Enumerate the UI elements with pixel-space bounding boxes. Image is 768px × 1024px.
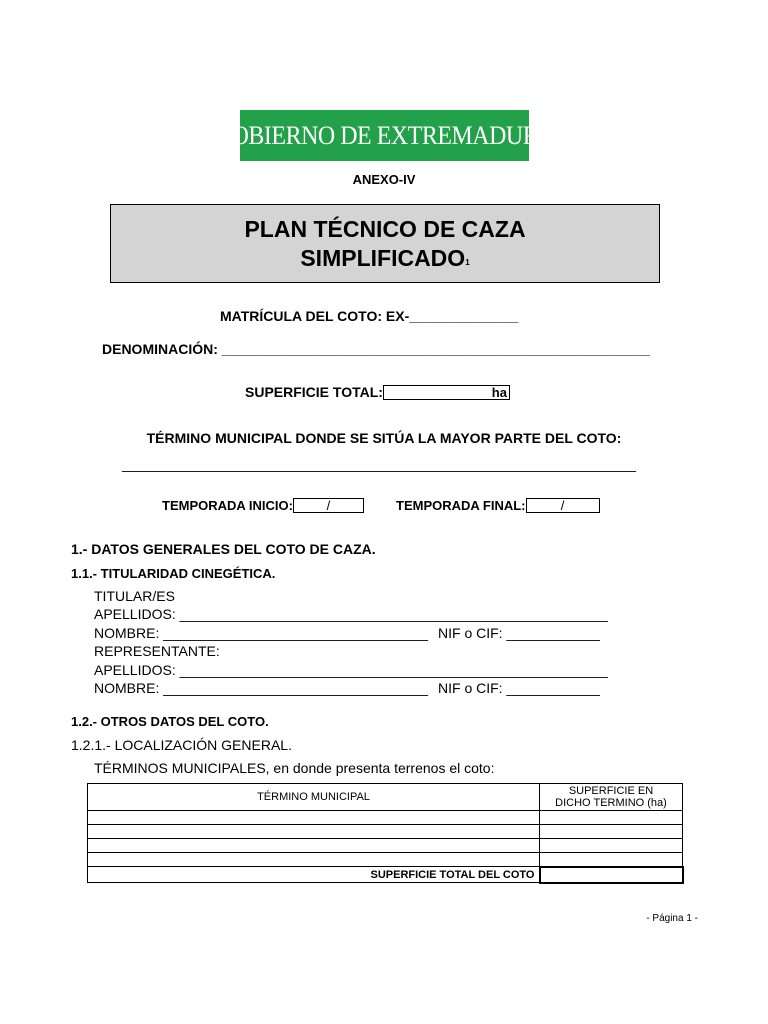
title-line-2: [300, 244, 469, 273]
denominacion-blank[interactable]: _______________________________________________________: [221, 341, 651, 357]
termino-cell[interactable]: [88, 825, 540, 839]
matricula-blank[interactable]: ______________: [409, 308, 519, 324]
superficie-cell[interactable]: [540, 811, 683, 825]
temporada-final-field: [396, 498, 600, 514]
matricula-label: MATRÍCULA DEL COTO: EX-: [220, 308, 410, 324]
matricula-field: [220, 308, 518, 324]
denominacion-label: DENOMINACIÓN:: [102, 341, 218, 357]
termino-cell[interactable]: [88, 811, 540, 825]
denominacion-field: [102, 341, 650, 357]
representante-nombre-field[interactable]: NOMBRE: __________________________________: [94, 680, 428, 696]
total-superficie-cell[interactable]: [540, 867, 683, 883]
titular-apellidos-field[interactable]: APELLIDOS: _______________________________________________________: [94, 606, 608, 622]
representante-nif-field[interactable]: NIF o CIF: ____________: [438, 680, 600, 696]
gobierno-extremadura-logo: [214, 110, 555, 161]
titular-nif-field[interactable]: NIF o CIF: ____________: [438, 625, 600, 641]
logo-text: GOBIERNO DE EXTREMADURA: [214, 120, 555, 150]
section-1-2-1-heading: 1.2.1.- LOCALIZACIÓN GENERAL.: [71, 737, 292, 753]
superficie-cell[interactable]: [540, 839, 683, 853]
total-label-cell: SUPERFICIE TOTAL DEL COTO: [88, 867, 540, 883]
title-line-1: PLAN TÉCNICO DE CAZA: [244, 215, 526, 242]
superficie-label: SUPERFICIE TOTAL:: [245, 384, 383, 400]
table-row: [88, 839, 683, 853]
termino-cell[interactable]: [88, 853, 540, 867]
titular-label: TITULAR/ES: [94, 588, 175, 604]
superficie-input-box[interactable]: [383, 385, 510, 400]
header-superficie-line1: SUPERFICIE EN: [568, 785, 654, 797]
temporada-final-sep: /: [560, 498, 565, 514]
document-title-box: [110, 204, 660, 283]
superficie-unit: ha: [491, 384, 507, 400]
termino-cell[interactable]: [88, 839, 540, 853]
page-number: - Página 1 -: [646, 913, 698, 924]
representante-label: REPRESENTANTE:: [94, 643, 220, 659]
title-line-2-text: SIMPLIFICADO: [300, 244, 466, 271]
section-1-1-heading: 1.1.- TITULARIDAD CINEGÉTICA.: [71, 566, 276, 581]
superficie-cell[interactable]: [540, 825, 683, 839]
title-footnote-marker: 1: [465, 257, 470, 267]
termino-municipal-blank[interactable]: __________________________________________________________________: [122, 456, 636, 472]
table-header-row: [88, 784, 683, 811]
temporada-inicio-field: [162, 498, 364, 514]
representante-apellidos-field[interactable]: APELLIDOS: _______________________________________________________: [94, 662, 608, 678]
temporada-final-box[interactable]: [526, 498, 600, 513]
temporada-inicio-label: TEMPORADA INICIO:: [162, 498, 293, 513]
superficie-cell[interactable]: [540, 853, 683, 867]
terminos-intro-text: TÉRMINOS MUNICIPALES, en donde presenta terrenos el coto:: [94, 760, 495, 776]
table-row: [88, 825, 683, 839]
table-row: [88, 853, 683, 867]
temporada-final-label: TEMPORADA FINAL:: [396, 498, 526, 513]
annex-label: ANEXO-IV: [352, 172, 416, 187]
termino-municipal-heading: TÉRMINO MUNICIPAL DONDE SE SITÚA LA MAYOR PARTE DEL COTO:: [146, 430, 622, 446]
temporada-inicio-sep: /: [326, 498, 331, 514]
terminos-municipales-table: [87, 783, 684, 884]
temporada-inicio-box[interactable]: [293, 498, 364, 513]
titular-nombre-field[interactable]: NOMBRE: __________________________________: [94, 625, 428, 641]
superficie-total-field: [245, 384, 510, 401]
header-superficie-line2: DICHO TERMINO (ha): [555, 797, 667, 809]
table-total-row: [88, 867, 683, 883]
header-termino-municipal: TÉRMINO MUNICIPAL: [88, 784, 540, 811]
section-1-heading: 1.- DATOS GENERALES DEL COTO DE CAZA.: [71, 541, 376, 557]
table-row: [88, 811, 683, 825]
header-superficie: [540, 784, 683, 811]
section-1-2-heading: 1.2.- OTROS DATOS DEL COTO.: [71, 714, 269, 729]
